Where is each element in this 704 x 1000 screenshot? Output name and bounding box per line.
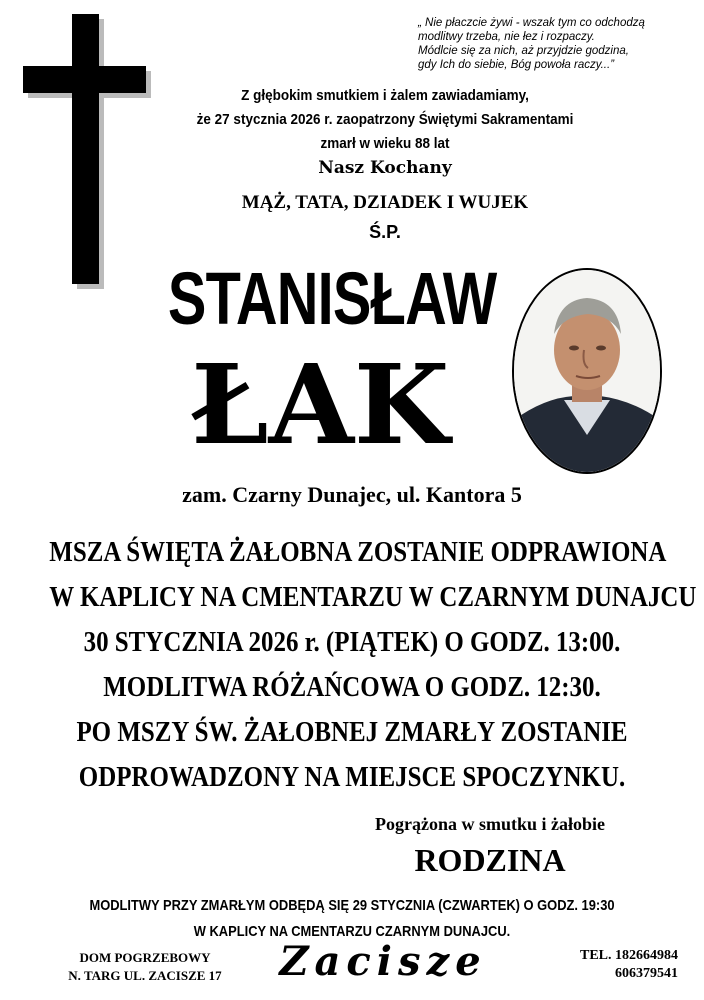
mass-line: MSZA ŚWIĘTA ŻAŁOBNA ZOSTANIE ODPRAWIONA bbox=[49, 536, 667, 568]
prayers-line: MODLITWY PRZY ZMARŁYM ODBĘDĄ SIĘ 29 STYCZNIA (CZWARTEK) O GODZ. 19:30 bbox=[89, 897, 615, 914]
mourning-text: Pogrążona w smutku i żałobie bbox=[374, 814, 605, 834]
family-name: RODZINA bbox=[414, 842, 566, 878]
poem-line: gdy Ich do siebie, Bóg powoła raczy...” bbox=[418, 59, 615, 71]
telephone-line: 606379541 bbox=[615, 966, 678, 981]
prayers-line: W KAPLICY NA CMENTARZU CZARNYM DUNAJCU. bbox=[193, 923, 511, 940]
poem-line: Módlcie się za nich, aż przyjdzie godzina, bbox=[418, 45, 629, 57]
telephone-line: TEL. 182664984 bbox=[579, 948, 678, 963]
poem-line: modlitwy trzeba, nie łez i rozpaczy. bbox=[418, 31, 595, 43]
portrait-illustration bbox=[514, 270, 660, 472]
last-name: ŁAK bbox=[190, 340, 450, 469]
brand-logo: Zacisze bbox=[279, 938, 487, 985]
nasz-kochany: Nasz Kochany bbox=[318, 158, 452, 178]
mass-line: W KAPLICY NA CMENTARZU W CZARNYM DUNAJCU bbox=[49, 581, 697, 613]
portrait-photo bbox=[512, 268, 662, 474]
announcement-line: zmarł w wieku 88 lat bbox=[320, 135, 450, 152]
funeral-home-line: N. TARG UL. ZACISZE 17 bbox=[68, 968, 222, 983]
mass-line: PO MSZY ŚW. ŻAŁOBNEJ ZMARŁY ZOSTANIE bbox=[76, 716, 628, 748]
telephone bbox=[518, 947, 678, 983]
poem-line: „ Nie płaczcie żywi - wszak tym co odchodzą bbox=[418, 17, 645, 29]
mass-line: MODLITWA RÓŻAŃCOWA O GODZ. 12:30. bbox=[103, 671, 601, 703]
poem bbox=[418, 16, 690, 72]
cross-horizontal-bar bbox=[23, 66, 146, 93]
address: zam. Czarny Dunajec, ul. Kantora 5 bbox=[182, 482, 522, 507]
first-name: STANISŁAW bbox=[167, 257, 497, 340]
funeral-home-line: DOM POGRZEBOWY bbox=[79, 950, 211, 965]
mass-line: ODPROWADZONY NA MIEJSCE SPOCZYNKU. bbox=[78, 761, 626, 793]
sp-label: Ś.P. bbox=[369, 222, 401, 242]
funeral-home bbox=[40, 949, 250, 985]
announcement-line: że 27 stycznia 2026 r. zaopatrzony Świętymi Sakramentami bbox=[196, 111, 574, 128]
relations: MĄŻ, TATA, DZIADEK I WUJEK bbox=[241, 192, 529, 213]
announcement-line: Z głębokim smutkiem i żalem zawiadamiamy, bbox=[241, 87, 529, 104]
mass-info bbox=[0, 530, 704, 800]
cross-vertical-bar bbox=[72, 14, 99, 284]
mass-line: 30 STYCZNIA 2026 r. (PIĄTEK) O GODZ. 13:00. bbox=[83, 626, 621, 658]
